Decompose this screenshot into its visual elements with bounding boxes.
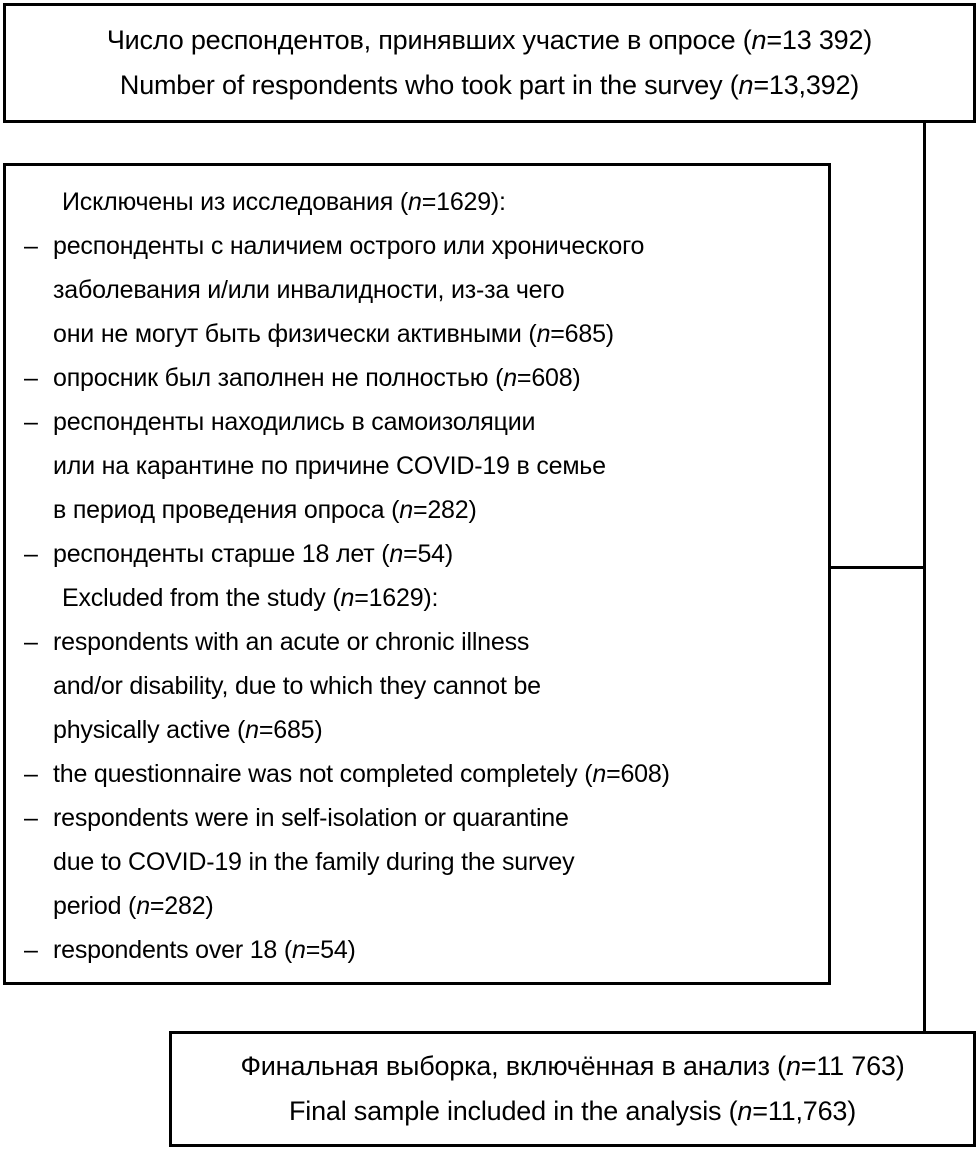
exclusion-heading xyxy=(24,180,824,224)
bullet-dash-empty xyxy=(24,488,53,532)
bullet-dash: – xyxy=(24,364,38,392)
text-line: respondents over 18 (n=54) xyxy=(53,936,356,964)
italic-n: n xyxy=(245,716,259,744)
exclusion-line xyxy=(24,444,824,488)
bullet-dash: – xyxy=(24,540,38,568)
italic-n: n xyxy=(399,496,413,524)
text-line: респонденты старше 18 лет (n=54) xyxy=(53,540,454,568)
text-line: Число респондентов, принявших участие в опросе (n=13 392) xyxy=(106,25,873,55)
exclusion-line xyxy=(24,224,824,268)
bullet-dash: – xyxy=(24,936,38,964)
bullet-dash-empty xyxy=(33,180,62,224)
bullet-dash: – xyxy=(24,232,38,260)
bullet-dash-empty xyxy=(33,576,62,620)
text-line: Final sample included in the analysis (n=11,763) xyxy=(288,1096,856,1126)
bullet-dash: – xyxy=(24,804,38,832)
bullet-dash: – xyxy=(24,760,38,788)
bullet-dash: – xyxy=(24,628,38,656)
exclusion-line xyxy=(24,532,824,576)
text-line: заболевания и/или инвалидности, из-за чего xyxy=(53,276,565,304)
italic-n: n xyxy=(408,188,422,216)
italic-n: n xyxy=(737,1096,753,1126)
text-line: the questionnaire was not completed completely (n=608) xyxy=(53,760,670,788)
italic-n: n xyxy=(503,364,517,392)
exclusion-line xyxy=(24,752,824,796)
exclusion-line xyxy=(24,356,824,400)
text-line: респонденты с наличием острого или хронического xyxy=(53,232,645,260)
italic-n: n xyxy=(536,320,551,348)
italic-n: n xyxy=(592,760,607,788)
italic-n: n xyxy=(751,25,767,55)
text-line: respondents were in self-isolation or quarantine xyxy=(53,804,569,832)
text-line: and/or disability, due to which they cannot be xyxy=(53,672,541,700)
text-line: Excluded from the study (n=1629): xyxy=(62,584,439,612)
respondents-box xyxy=(3,3,976,123)
bullet-dash-empty xyxy=(24,664,53,708)
exclusion-line xyxy=(24,268,824,312)
exclusion-line xyxy=(24,400,824,444)
italic-n: n xyxy=(738,70,754,100)
exclusion-line xyxy=(24,928,824,972)
text-line: в период проведения опроса (n=282) xyxy=(53,496,477,524)
text-line: они не могут быть физически активными (n=685) xyxy=(53,320,614,348)
text-line: Финальная выборка, включённая в анализ (n=11 763) xyxy=(240,1051,905,1081)
exclusion-line xyxy=(24,840,824,884)
italic-n: n xyxy=(292,936,306,964)
bullet-dash-empty xyxy=(24,444,53,488)
text-line: опросник был заполнен не полностью (n=608) xyxy=(53,364,581,392)
connector-horizontal-line xyxy=(831,566,923,569)
text-line: или на карантине по причине COVID-19 в семье xyxy=(53,452,606,480)
text-line: physically active (n=685) xyxy=(53,716,323,744)
exclusion-line xyxy=(24,664,824,708)
text-line: respondents with an acute or chronic illness xyxy=(53,628,530,656)
text-line: period (n=282) xyxy=(53,892,214,920)
text-line: Исключены из исследования (n=1629): xyxy=(62,188,506,216)
final-sample-box xyxy=(169,1031,976,1147)
italic-n: n xyxy=(389,540,404,568)
exclusion-line xyxy=(24,312,824,356)
text-line: Number of respondents who took part in the survey (n=13,392) xyxy=(119,70,860,100)
bullet-dash-empty xyxy=(24,884,53,928)
bullet-dash: – xyxy=(24,408,38,436)
exclusion-line xyxy=(24,620,824,664)
connector-vertical-line xyxy=(923,123,926,1031)
bullet-dash-empty xyxy=(24,708,53,752)
exclusion-line xyxy=(24,796,824,840)
bullet-dash-empty xyxy=(24,268,53,312)
exclusion-box xyxy=(3,163,831,985)
italic-n: n xyxy=(136,892,150,920)
exclusion-line xyxy=(24,488,824,532)
italic-n: n xyxy=(785,1051,801,1081)
exclusion-line xyxy=(24,708,824,752)
bullet-dash-empty xyxy=(24,840,53,884)
text-line: респонденты находились в самоизоляции xyxy=(53,408,536,436)
italic-n: n xyxy=(340,584,355,612)
text-line: due to COVID-19 in the family during the survey xyxy=(53,848,575,876)
bullet-dash-empty xyxy=(24,312,53,356)
exclusion-heading xyxy=(24,576,824,620)
exclusion-line xyxy=(24,884,824,928)
